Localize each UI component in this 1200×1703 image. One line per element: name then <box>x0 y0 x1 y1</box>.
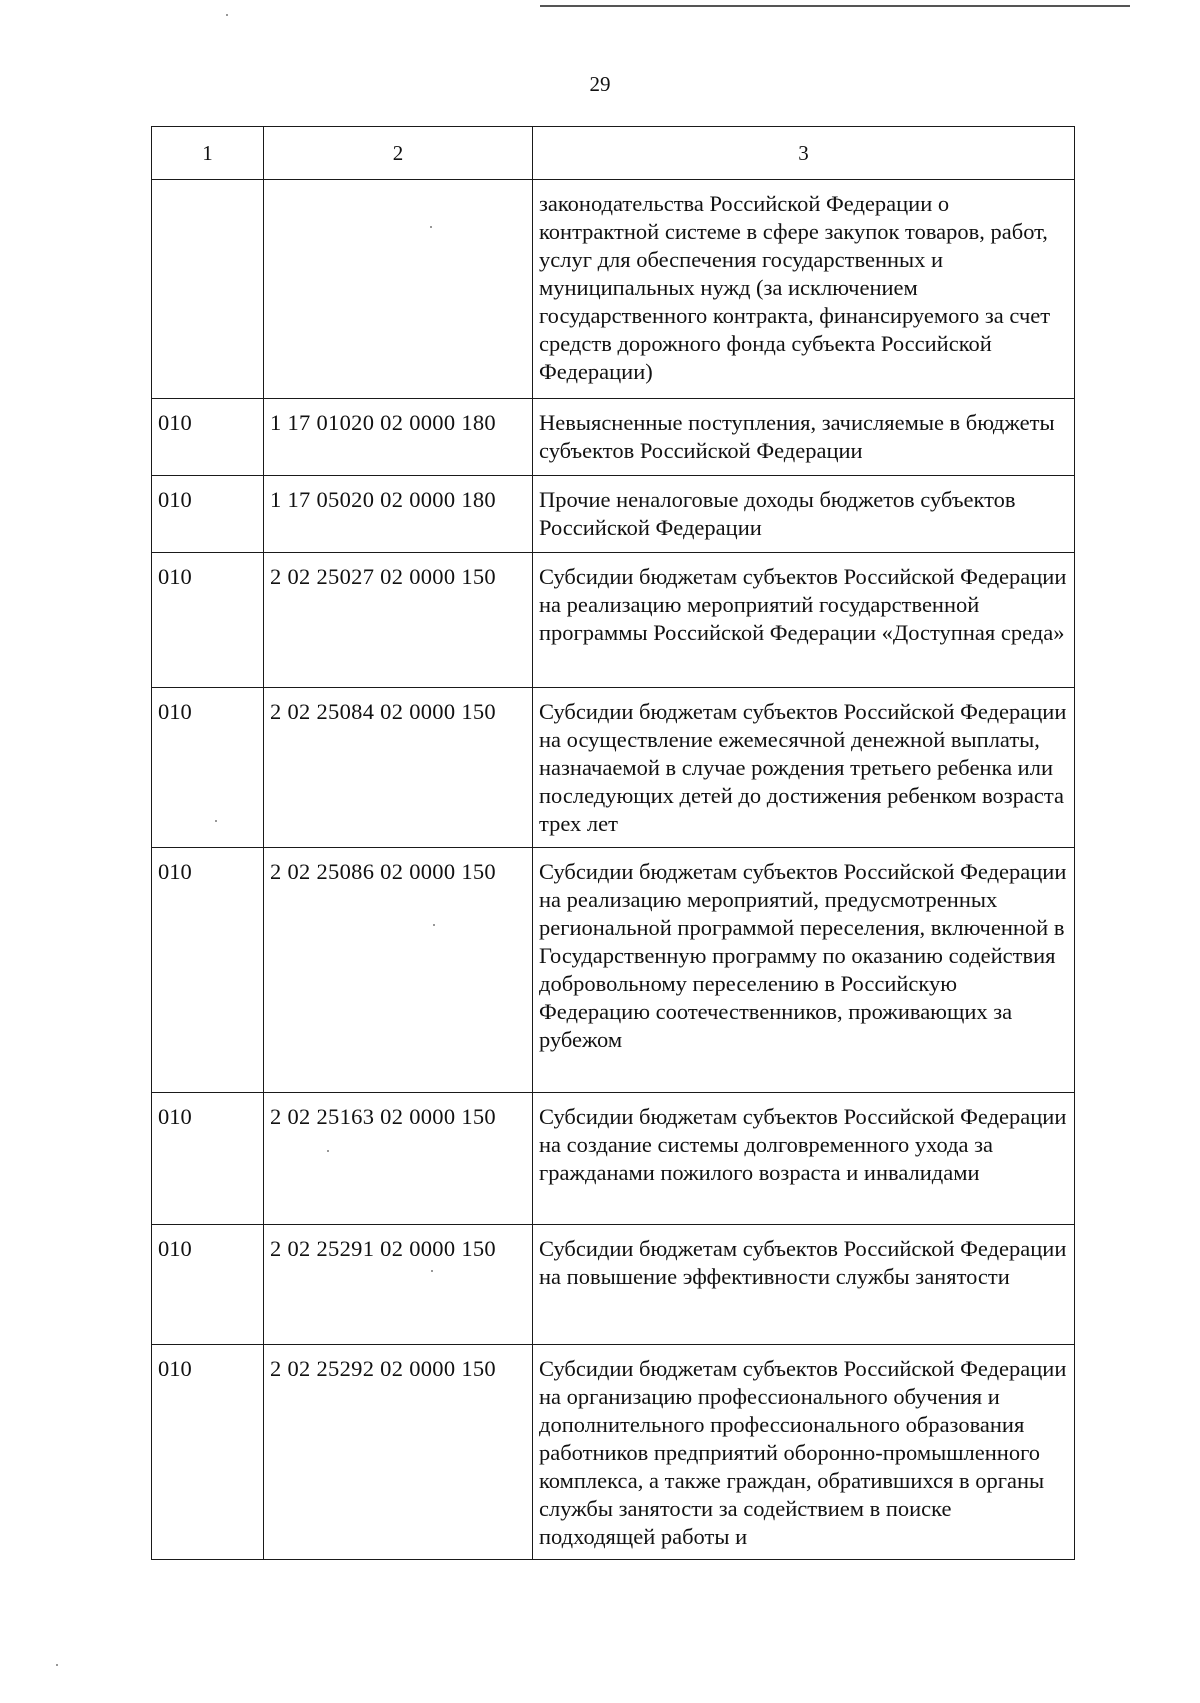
admin-code-cell: 010 <box>152 476 264 553</box>
budget-code-cell: 2 02 25291 02 0000 150 <box>264 1225 533 1345</box>
description-cell: Субсидии бюджетам субъектов Российской Федерации на реализацию мероприятий, предусмотренных региональной программой переселения, включенной в Государственную программу по оказанию содействия добровольному переселению в Российскую Федерацию соотечественников, проживающих за рубежом <box>533 848 1075 1093</box>
scan-speck <box>226 14 228 16</box>
admin-code-cell: 010 <box>152 399 264 476</box>
scan-speck <box>430 226 432 228</box>
budget-code-cell: 1 17 01020 02 0000 180 <box>264 399 533 476</box>
scan-speck <box>327 1150 329 1152</box>
table-row <box>152 399 1075 476</box>
scan-speck <box>215 820 217 822</box>
budget-code-cell <box>264 180 533 399</box>
top-rule <box>540 5 1130 7</box>
column-header-3: 3 <box>533 127 1075 180</box>
admin-code-cell: 010 <box>152 848 264 1093</box>
table-row <box>152 688 1075 848</box>
description-cell: Прочие неналоговые доходы бюджетов субъектов Российской Федерации <box>533 476 1075 553</box>
table-row <box>152 848 1075 1093</box>
description-cell: Субсидии бюджетам субъектов Российской Федерации на реализацию мероприятий государственной программы Российской Федерации «Доступная среда» <box>533 553 1075 688</box>
budget-code-cell: 2 02 25086 02 0000 150 <box>264 848 533 1093</box>
admin-code-cell: 010 <box>152 553 264 688</box>
description-cell: Субсидии бюджетам субъектов Российской Федерации на осуществление ежемесячной денежной выплаты, назначаемой в случае рождения третьего ребенка или последующих детей до достижения ребенком возраста трех лет <box>533 688 1075 848</box>
table-row <box>152 180 1075 399</box>
budget-code-cell: 2 02 25163 02 0000 150 <box>264 1093 533 1225</box>
scan-speck <box>56 1664 58 1666</box>
description-cell: законодательства Российской Федерации о контрактной системе в сфере закупок товаров, работ, услуг для обеспечения государственных и муниципальных нужд (за исключением государственного контракта, финансируемого за счет средств дорожного фонда субъекта Российской Федерации) <box>533 180 1075 399</box>
budget-code-cell: 2 02 25292 02 0000 150 <box>264 1345 533 1560</box>
description-cell: Невыясненные поступления, зачисляемые в бюджеты субъектов Российской Федерации <box>533 399 1075 476</box>
table-row <box>152 1225 1075 1345</box>
admin-code-cell <box>152 180 264 399</box>
admin-code-cell: 010 <box>152 1345 264 1560</box>
table-row <box>152 1345 1075 1560</box>
scan-speck <box>433 924 435 926</box>
table-row <box>152 476 1075 553</box>
page-number: 29 <box>589 72 611 96</box>
table-row <box>152 553 1075 688</box>
budget-code-cell: 1 17 05020 02 0000 180 <box>264 476 533 553</box>
table-header-row <box>152 127 1075 180</box>
admin-code-cell: 010 <box>152 688 264 848</box>
column-header-2: 2 <box>264 127 533 180</box>
description-cell: Субсидии бюджетам субъектов Российской Федерации на организацию профессионального обучения и дополнительного профессионального образования работников предприятий оборонно-промышленного комплекса, а также граждан, обратившихся в органы службы занятости за содействием в поиске подходящей работы и <box>533 1345 1075 1560</box>
admin-code-cell: 010 <box>152 1093 264 1225</box>
scan-speck <box>431 1270 433 1272</box>
description-cell: Субсидии бюджетам субъектов Российской Федерации на создание системы долговременного ухода за гражданами пожилого возраста и инвалидами <box>533 1093 1075 1225</box>
budget-code-cell: 2 02 25084 02 0000 150 <box>264 688 533 848</box>
description-cell: Субсидии бюджетам субъектов Российской Федерации на повышение эффективности службы занятости <box>533 1225 1075 1345</box>
admin-code-cell: 010 <box>152 1225 264 1345</box>
table-row <box>152 1093 1075 1225</box>
budget-code-cell: 2 02 25027 02 0000 150 <box>264 553 533 688</box>
column-header-1: 1 <box>152 127 264 180</box>
revenue-codes-table <box>151 126 1075 1560</box>
